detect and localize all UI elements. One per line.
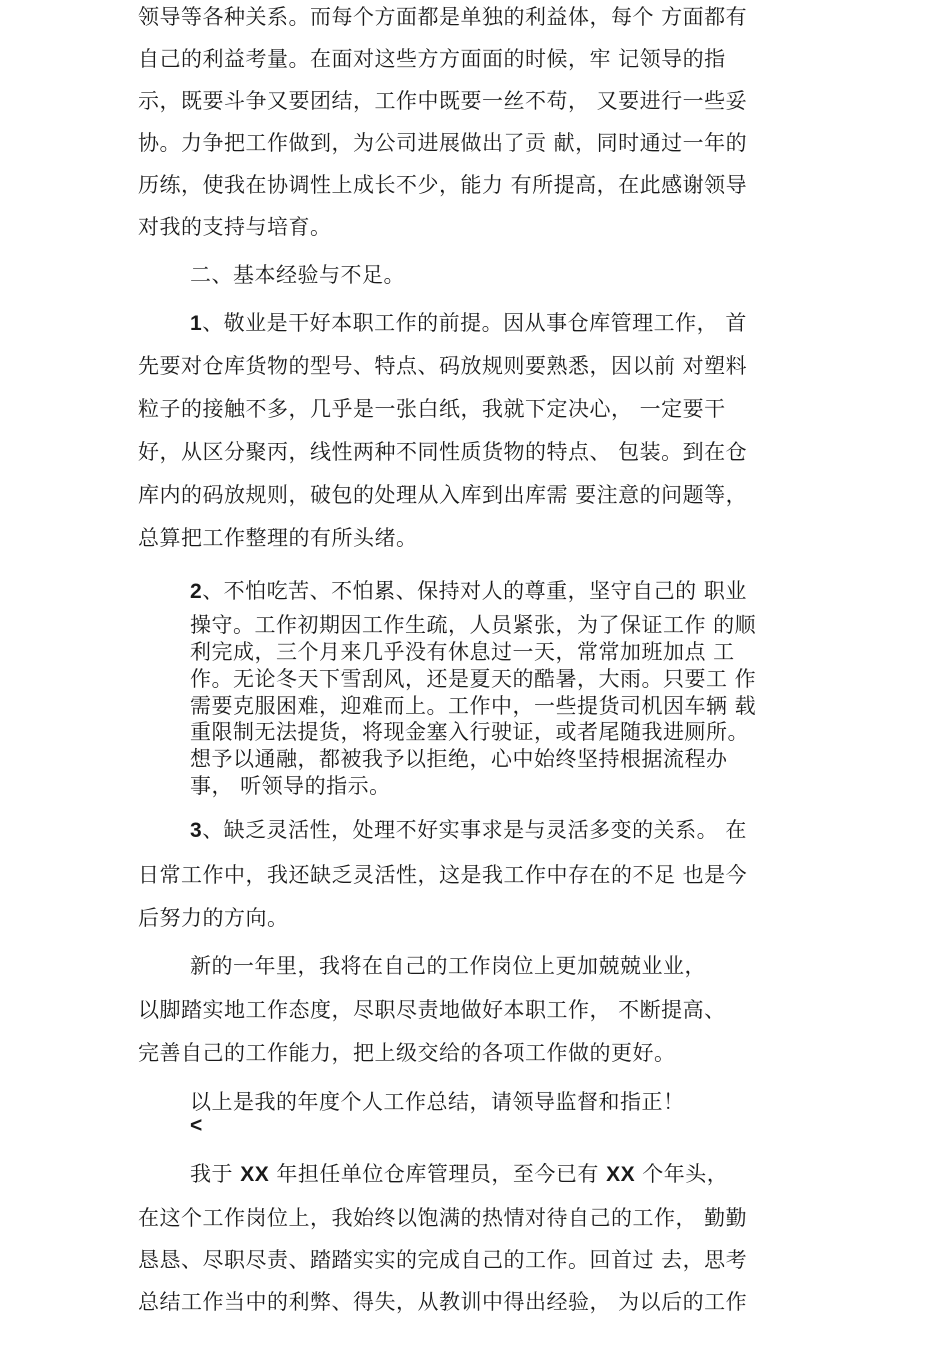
text-line: 领导等各种关系。而每个方面都是单独的利益体，每个 方面都有 xyxy=(138,5,748,29)
text-line: 重限制无法提货，将现金塞入行驶证，或者尾随我进厕所。 xyxy=(190,720,749,744)
text-line: 总结工作当中的利弊、得失，从教训中得出经验， 为以后的工作 xyxy=(138,1290,748,1314)
text-line: 想予以通融，都被我予以拒绝，心中始终坚持根据流程办 xyxy=(190,747,728,771)
text-line: 在这个工作岗位上，我始终以饱满的热情对待自己的工作， 勤勤 xyxy=(138,1206,748,1230)
placeholder-years: XX xyxy=(606,1163,636,1186)
placeholder-year: XX xyxy=(240,1163,270,1186)
text-line: 作。无论冬天下雪刮风，还是夏天的酷暑，大雨。只要工 作 xyxy=(190,667,757,691)
text-line: 后努力的方向。 xyxy=(138,906,289,930)
text-line: 自己的利益考量。在面对这些方方面面的时候，牢 记领导的指 xyxy=(138,47,726,71)
text-line: 以脚踏实地工作态度，尽职尽责地做好本职工作， 不断提高、 xyxy=(138,998,726,1022)
text-line: 新的一年里，我将在自己的工作岗位上更加兢兢业业， xyxy=(190,954,706,978)
text-line: 协。力争把工作做到，为公司进展做出了贡 献，同时通过一年的 xyxy=(138,131,748,155)
text-line: 日常工作中，我还缺乏灵活性，这是我工作中存在的不足 也是今 xyxy=(138,863,748,887)
text-line: 操守。工作初期因工作生疏，人员紧张，为了保证工作 的顺 xyxy=(190,613,757,637)
list-item-3-first-line: 3、缺乏灵活性，处理不好实事求是与灵活多变的关系。 在 xyxy=(190,818,747,842)
closing-line: 以上是我的年度个人工作总结，请领导监督和指正！ xyxy=(190,1090,685,1114)
text-line: 对我的支持与培育。 xyxy=(138,215,332,239)
text-line: 需要克服困难，迎难而上。工作中，一些提货司机因车辆 载 xyxy=(190,694,757,718)
list-item-2-first-line: 2、不怕吃苦、不怕累、保持对人的尊重，坚守自己的 职业 xyxy=(190,579,747,603)
text-line: 先要对仓库货物的型号、特点、码放规则要熟悉，因以前 对塑料 xyxy=(138,354,748,378)
text-line: 事， 听领导的指示。 xyxy=(190,774,391,798)
text-line: 历练，使我在协调性上成长不少，能力 有所提高，在此感谢领导 xyxy=(138,173,748,197)
section-heading: 二、基本经验与不足。 xyxy=(190,263,405,287)
list-number: 1 xyxy=(190,312,203,335)
text-line: 示，既要斗争又要团结，工作中既要一丝不苟， 又要进行一些妥 xyxy=(138,89,748,113)
stray-symbol: < xyxy=(190,1114,203,1137)
list-item-1-first-line: 1、敬业是干好本职工作的前提。因从事仓库管理工作， 首 xyxy=(190,311,747,335)
text-line: 总算把工作整理的有所头绪。 xyxy=(138,526,418,550)
text-line: 恳恳、尽职尽责、踏踏实实的完成自己的工作。回首过 去，思考 xyxy=(138,1248,748,1272)
text-line: 粒子的接触不多，几乎是一张白纸，我就下定决心， 一定要干 xyxy=(138,397,726,421)
text-line: 好，从区分聚丙，线性两种不同性质货物的特点、 包装。到在仓 xyxy=(138,440,748,464)
list-number: 2 xyxy=(190,580,203,603)
text-line: 完善自己的工作能力，把上级交给的各项工作做的更好。 xyxy=(138,1041,676,1065)
list-number: 3 xyxy=(190,819,203,842)
text-line: 利完成，三个月来几乎没有休息过一天，常常加班加点 工 xyxy=(190,640,735,664)
text-line: 库内的码放规则，破包的处理从入库到出库需 要注意的问题等， xyxy=(138,483,748,507)
text-line: 我于 XX 年担任单位仓库管理员，至今已有 XX 个年头， xyxy=(190,1162,729,1186)
